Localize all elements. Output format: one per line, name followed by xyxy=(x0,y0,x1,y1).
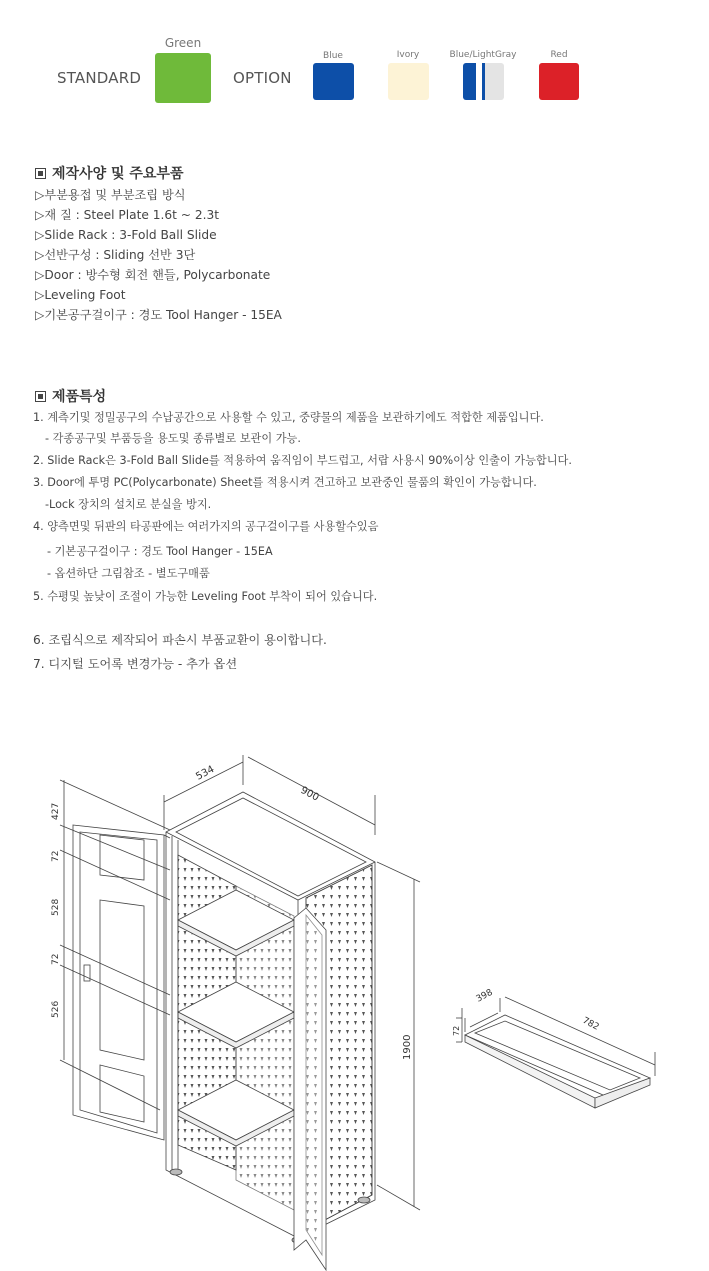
cabinet-technical-drawing xyxy=(0,740,709,1271)
spec-item: ▷선반구성 : Sliding 선반 3단 xyxy=(35,248,196,262)
dim-width: 900 xyxy=(298,784,321,804)
dim-door-2: 528 xyxy=(51,898,61,916)
swatch-label-blue: Blue xyxy=(323,51,343,61)
swatch-ivory[interactable] xyxy=(388,63,429,100)
swatch-blue[interactable] xyxy=(313,63,354,100)
square-bullet-icon xyxy=(35,391,46,402)
standard-label: STANDARD xyxy=(57,69,142,87)
feature-item: - 기본공구걸이구 : 경도 Tool Hanger - 15EA xyxy=(47,545,273,558)
spec-item: ▷기본공구걸이구 : 경도 Tool Hanger - 15EA xyxy=(35,308,282,322)
option-label: OPTION xyxy=(233,69,292,87)
spec-item: ▷재 질 : Steel Plate 1.6t ~ 2.3t xyxy=(35,208,220,222)
spec-item: ▷부분용접 및 부분조립 방식 xyxy=(35,188,186,202)
feature-item: - 각종공구및 부품등을 용도및 종류별로 보관이 가능. xyxy=(45,432,301,445)
swatch-label-red: Red xyxy=(550,50,568,60)
feature-item: 4. 양측면및 뒤판의 타공판에는 여러가지의 공구걸이구를 사용할수있음 xyxy=(33,520,379,533)
feature-item: 1. 계측기및 정밀공구의 수납공간으로 사용할 수 있고, 중량물의 제품을 보관하기에도 적합한 제품입니다. xyxy=(33,411,544,424)
dim-drawer-height: 72 xyxy=(452,1025,461,1036)
feature-item: 5. 수평및 높낮이 조절이 가능한 Leveling Foot 부착이 되어 있습니다. xyxy=(33,590,378,603)
dim-drawer-width: 782 xyxy=(580,1015,601,1033)
feature-item: 6. 조립식으로 제작되어 파손시 부품교환이 용이합니다. xyxy=(33,633,327,647)
swatch-blue-lightgray[interactable] xyxy=(463,63,504,100)
dim-door-4: 526 xyxy=(51,1000,61,1018)
swatch-label-ivory: Ivory xyxy=(396,50,420,60)
specs-section xyxy=(35,163,282,325)
feature-item: - 옵션하단 그림참조 - 별도구매품 xyxy=(47,567,210,580)
feature-item: 2. Slide Rack은 3-Fold Ball Slide를 적용하여 움직임이 부드럽고, 서랍 사용시 90%이상 인출이 가능합니다. xyxy=(33,454,572,467)
dim-depth: 534 xyxy=(194,763,217,783)
dim-drawer-depth: 398 xyxy=(474,987,495,1005)
dim-height: 1900 xyxy=(402,1034,413,1060)
feature-item: 3. Door에 투명 PC(Polycarbonate) Sheet를 적용시켜 견고하고 보관중인 물품의 확인이 가능합니다. xyxy=(33,476,537,489)
features-title: 제품특성 xyxy=(35,386,106,406)
swatch-red[interactable] xyxy=(539,63,579,100)
spec-item: ▷Door : 방수형 회전 핸들, Polycarbonate xyxy=(35,268,271,282)
swatch-label-green: Green xyxy=(164,36,202,50)
feature-item: -Lock 장치의 설치로 분실을 방지. xyxy=(45,498,212,511)
swatch-green[interactable] xyxy=(155,53,211,103)
dim-door-3: 72 xyxy=(51,953,61,965)
dim-door-0: 427 xyxy=(51,802,61,820)
swatch-label-blue-lightgray: Blue/LightGray xyxy=(449,50,517,60)
dim-door-1: 72 xyxy=(51,850,61,862)
spec-item: ▷Slide Rack : 3-Fold Ball Slide xyxy=(35,228,217,242)
square-bullet-icon xyxy=(35,168,46,179)
specs-title: 제작사양 및 주요부품 xyxy=(35,163,282,183)
feature-item: 7. 디지털 도어록 변경가능 - 추가 옵션 xyxy=(33,657,238,671)
spec-item: ▷Leveling Foot xyxy=(35,288,126,302)
